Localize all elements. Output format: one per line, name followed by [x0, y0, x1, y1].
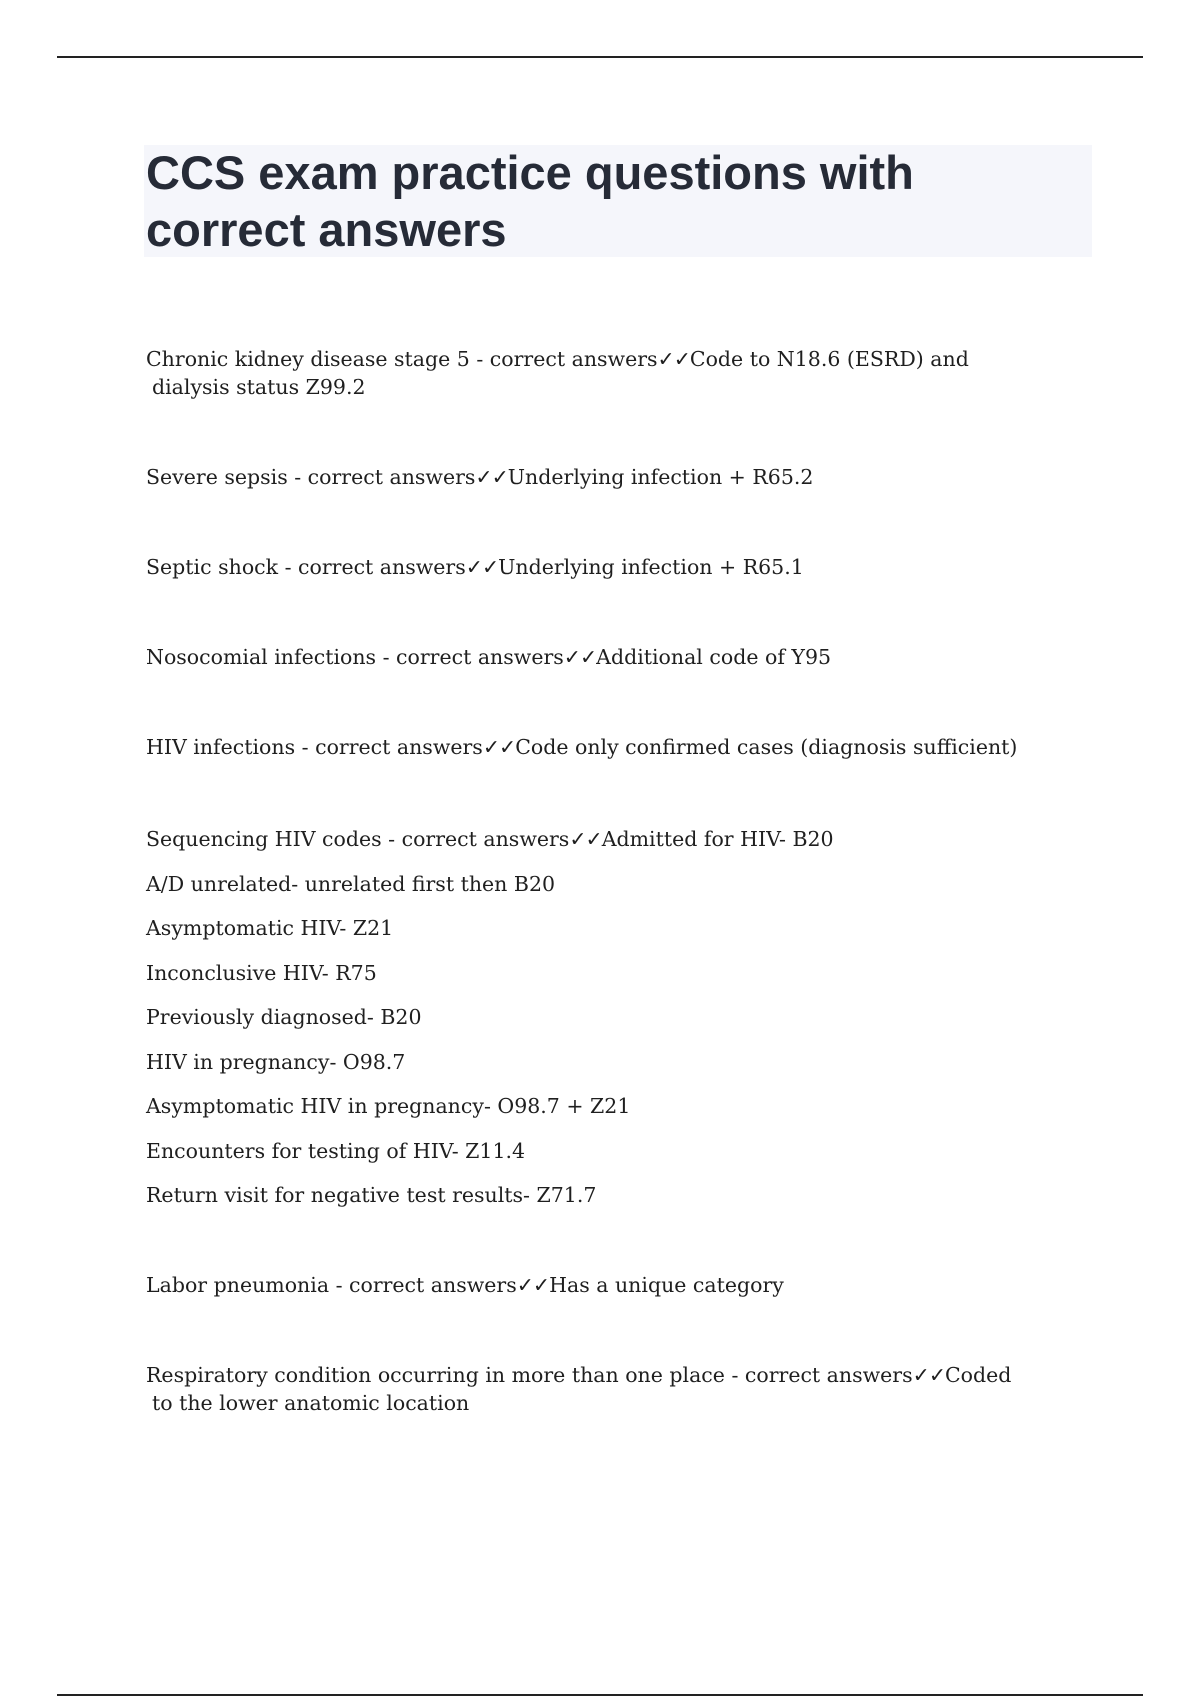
qa-entry-severe-sepsis: [146, 463, 1086, 491]
answer-separator: - correct answers: [287, 465, 476, 489]
qa-entry-line: [146, 345, 1086, 373]
double-check-icon: ✓✓: [563, 645, 597, 669]
question-term: Septic shock: [146, 555, 279, 579]
bottom-rule: [57, 1694, 1143, 1696]
qa-entry-line: [146, 733, 1086, 761]
double-check-icon: ✓✓: [475, 465, 508, 489]
answer-separator: - correct answers: [329, 1273, 517, 1297]
answer-separator: - correct answers: [381, 827, 570, 851]
answer-subline: Inconclusive HIV- R75: [146, 960, 377, 985]
qa-entry-nosocomial: [146, 643, 1086, 671]
question-term: Respiratory condition occurring in more than one place: [146, 1363, 725, 1387]
double-check-icon: ✓✓: [482, 735, 516, 759]
answer-subline: Return visit for negative test results- Z71.7: [146, 1183, 597, 1207]
question-term: Nosocomial infections: [146, 645, 377, 669]
answer-continuation: dialysis status Z99.2: [152, 375, 366, 399]
answer-text: Underlying infection + R65.1: [498, 555, 804, 579]
qa-entry-line: [146, 1271, 1086, 1299]
answer-subline: HIV in pregnancy- O98.7: [146, 1049, 406, 1074]
qa-entry-labor-pneumonia: [146, 1271, 1086, 1299]
qa-list: [146, 345, 1086, 1417]
double-check-icon: ✓✓: [465, 555, 499, 579]
answer-separator: - correct answers: [278, 555, 466, 579]
answer-separator: - correct answers: [724, 1363, 913, 1387]
page-title: CCS exam practice questions with correct answers: [146, 146, 914, 256]
double-check-icon: ✓✓: [569, 827, 602, 851]
answer-separator: - correct answers: [295, 735, 483, 759]
answer-subline: Asymptomatic HIV in pregnancy- O98.7 + Z21: [146, 1094, 631, 1118]
answer-separator: - correct answers: [376, 645, 564, 669]
question-term: Sequencing HIV codes: [146, 827, 382, 851]
answer-subline: Previously diagnosed- B20: [146, 1005, 422, 1029]
answer-text: Coded: [945, 1363, 1012, 1387]
answer-text: Admitted for HIV- B20: [601, 827, 834, 851]
question-term: HIV infections: [146, 735, 296, 759]
question-term: Labor pneumonia: [146, 1273, 330, 1297]
answer-subline: Encounters for testing of HIV- Z11.4: [146, 1138, 526, 1163]
qa-entry-line: [146, 643, 1086, 671]
question-term: Severe sepsis: [146, 465, 288, 489]
answer-text: Underlying infection + R65.2: [507, 465, 814, 489]
qa-entry-respiratory: [146, 1361, 1086, 1417]
answer-text: Has a unique category: [549, 1273, 784, 1297]
qa-entry-line: [146, 1361, 1086, 1389]
qa-entry-line: [146, 825, 1086, 853]
answer-text: Code only confirmed cases (diagnosis sufficient): [515, 735, 1018, 759]
answer-text: Code to N18.6 (ESRD) and: [689, 347, 969, 371]
answer-subline: Asymptomatic HIV- Z21: [146, 916, 394, 940]
answer-separator: - correct answers: [469, 347, 658, 371]
answer-subline: A/D unrelated- unrelated first then B20: [146, 871, 556, 896]
qa-entry-line: [146, 463, 1086, 491]
qa-entry-sequencing-hiv: [146, 825, 1086, 1209]
double-check-icon: ✓✓: [516, 1273, 550, 1297]
top-rule: [57, 56, 1143, 58]
double-check-icon: ✓✓: [912, 1363, 945, 1387]
answer-continuation: to the lower anatomic location: [152, 1391, 470, 1415]
answer-text: Additional code of Y95: [596, 645, 832, 669]
qa-entry-ckd: [146, 345, 1086, 401]
double-check-icon: ✓✓: [657, 347, 690, 371]
question-term: Chronic kidney disease stage 5: [146, 347, 470, 371]
qa-entry-hiv-infections: [146, 733, 1086, 761]
qa-entry-line: [146, 553, 1086, 581]
qa-entry-septic-shock: [146, 553, 1086, 581]
